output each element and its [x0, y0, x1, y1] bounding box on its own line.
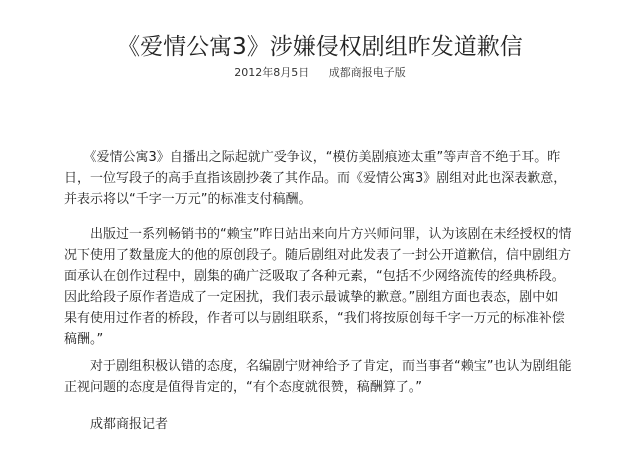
- paragraph-line: 出版过一系列畅销书的“赖宝”昨日站出来向片方兴师问罪，认为该剧在未经授权的情: [64, 227, 572, 242]
- paragraph-line: 况下使用了数量庞大的他的原创段子。随后剧组对此发表了一封公开道歉信，信中剧组方: [64, 248, 572, 263]
- byline-text: 成都商报记者: [64, 417, 169, 432]
- article-meta: [0, 66, 640, 80]
- paragraph-line: 正视问题的态度是值得肯定的，“有个态度就很赞，稿酬算了。”: [64, 380, 422, 395]
- article-title: 《爱情公寓3》涉嫌侵权剧组昨发道歉信: [117, 34, 523, 60]
- paragraph-line: 因此给段子原作者造成了一定困扰，我们表示最诚挚的歉意。”剧组方面也表态，剧中如: [64, 290, 559, 305]
- paragraph-1: [64, 147, 584, 210]
- byline: [64, 414, 584, 435]
- paragraph-line: 日，一位写段子的高手直指该剧抄袭了其作品。而《爱情公寓3》剧组对此也深表歉意，: [64, 171, 567, 186]
- article-source: 成都商报电子版: [328, 66, 406, 79]
- paragraph-line: 《爱情公寓3》自播出之际起就广受争议，“模仿美剧痕迹太重”等声音不绝于耳。昨: [64, 150, 561, 165]
- article-date: 2012年8月5日: [234, 66, 310, 79]
- paragraph-line: 对于剧组积极认错的态度，名编剧宁财神给予了肯定，而当事者“赖宝”也认为剧组能: [64, 359, 572, 374]
- paragraph-2: [64, 224, 584, 350]
- paragraph-line: 稿酬。”: [64, 332, 104, 347]
- paragraph-line: 果有使用过作者的桥段，作者可以与剧组联系，“我们将按原创每千字一万元的标准补偿: [64, 311, 565, 326]
- paragraph-line: 并表示将以“千字一万元”的标准支付稿酬。: [64, 192, 312, 207]
- paragraph-line: 面承认在创作过程中，剧集的确广泛吸取了各种元素，“包括不少网络流传的经典桥段。: [64, 269, 565, 284]
- paragraph-3: [64, 356, 584, 398]
